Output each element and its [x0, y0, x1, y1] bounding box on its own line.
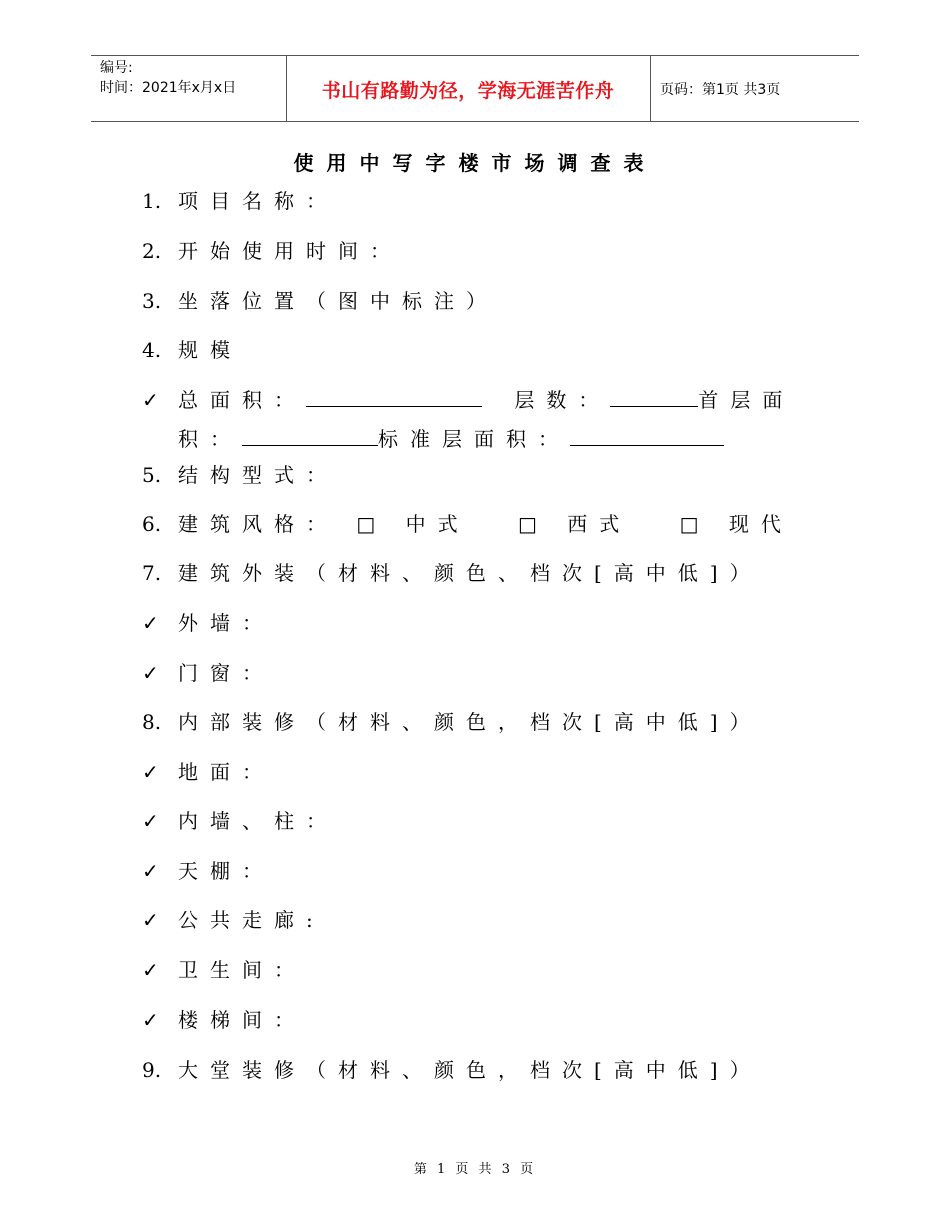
item-restroom — [142, 954, 306, 983]
item-label: 外墙： — [178, 611, 274, 635]
item-label: 卫生间： — [178, 958, 306, 982]
item-ceiling — [142, 855, 274, 884]
item-label: 大堂装修（材料、颜色，档次[高中低]） — [178, 1058, 762, 1082]
item-label: 建筑风格： — [178, 512, 338, 536]
header-bottom-rule — [91, 121, 859, 122]
item-interior — [142, 706, 762, 735]
item-label: 坐落位置（图中标注） — [178, 289, 498, 313]
item-number: 4. — [142, 338, 162, 362]
time-label: 时间：2021年x月x日 — [100, 80, 237, 96]
item-label: 地面： — [178, 760, 274, 784]
header-meta — [100, 58, 236, 98]
item-floor — [142, 756, 274, 785]
check-icon: ✓ — [142, 388, 159, 412]
item-label: 公共走廊: — [178, 908, 325, 932]
check-icon: ✓ — [142, 611, 159, 635]
header-motto: 书山有路勤为径，学海无涯苦作舟 — [321, 80, 615, 102]
header-top-rule — [91, 55, 859, 56]
item-number: 9. — [142, 1058, 162, 1082]
item-number: 3. — [142, 289, 162, 313]
floors-label: 层数： — [514, 388, 611, 412]
item-inner-wall — [142, 805, 338, 834]
item-exterior — [142, 557, 762, 586]
total-area-label: 总面积： — [178, 388, 306, 412]
scale-details-line1 — [142, 384, 794, 413]
first-floor-area-blank[interactable] — [242, 427, 378, 446]
item-label: 内部装修（材料、颜色，档次[高中低]） — [178, 710, 762, 734]
check-icon: ✓ — [142, 1008, 159, 1032]
check-icon: ✓ — [142, 661, 159, 685]
style-option-modern[interactable]: □ 现代 — [679, 512, 793, 536]
check-icon: ✓ — [142, 760, 159, 784]
item-label: 建筑外装（材料、颜色、档次[高中低]） — [178, 561, 762, 585]
style-option-western[interactable]: □ 西式 — [517, 512, 632, 536]
item-label: 项目名称： — [178, 189, 338, 213]
item-arch-style — [142, 508, 823, 537]
page-footer: 第 1 页 共 3 页 — [413, 1162, 537, 1177]
item-corridor — [142, 904, 325, 933]
document-title: 使用中写字楼市场调查表 — [293, 151, 657, 175]
scale-details-line2 — [142, 423, 724, 452]
item-exterior-wall — [142, 607, 274, 636]
check-icon: ✓ — [142, 859, 159, 883]
first-floor-label-cont: 积： — [178, 427, 242, 451]
first-floor-label: 首层面 — [698, 388, 795, 412]
item-number: 7. — [142, 561, 162, 585]
item-number: 1. — [142, 189, 162, 213]
item-location — [142, 285, 498, 314]
item-label: 内墙、柱： — [178, 809, 338, 833]
item-number: 2. — [142, 239, 162, 263]
check-icon: ✓ — [142, 958, 159, 982]
item-label: 结构型式： — [178, 463, 338, 487]
item-start-time — [142, 235, 402, 264]
item-label: 规模 — [178, 338, 242, 362]
check-icon: ✓ — [142, 809, 159, 833]
item-structure — [142, 459, 338, 488]
header-page-info: 页码：第1页 共3页 — [660, 82, 781, 98]
item-label: 楼梯间： — [178, 1008, 306, 1032]
item-doors-windows — [142, 657, 274, 686]
total-area-blank[interactable] — [306, 388, 482, 407]
floors-blank[interactable] — [610, 388, 698, 407]
serial-label: 编号: — [100, 60, 133, 76]
check-icon: ✓ — [142, 908, 159, 932]
item-label: 天棚： — [178, 859, 274, 883]
item-stairwell — [142, 1004, 306, 1033]
item-project-name — [142, 185, 338, 214]
item-label: 开始使用时间： — [178, 239, 402, 263]
std-floor-label: 标准层面积： — [378, 427, 570, 451]
item-number: 5. — [142, 463, 162, 487]
header-divider — [650, 55, 651, 122]
item-lobby — [142, 1054, 762, 1083]
style-option-chinese[interactable]: □ 中式 — [356, 512, 470, 536]
item-scale — [142, 334, 242, 363]
std-floor-area-blank[interactable] — [570, 427, 724, 446]
item-number: 6. — [142, 512, 162, 536]
item-label: 门窗： — [178, 661, 274, 685]
item-number: 8. — [142, 710, 162, 734]
